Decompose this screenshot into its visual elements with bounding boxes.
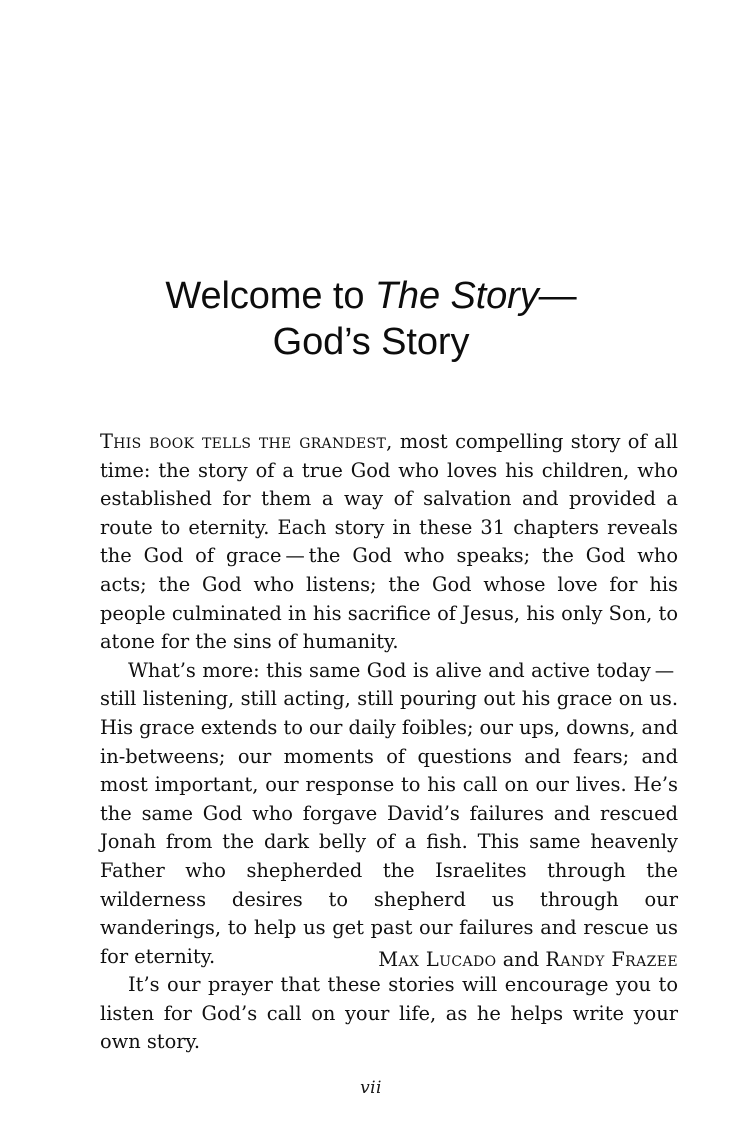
signature-conjunction: and [496, 948, 546, 971]
signature-line [100, 946, 678, 975]
paragraph-2: What’s more: this same God is alive and active today — still listening, still acting, still pouring out his grace on us. His grace extends to our daily foibles; our ups, downs, and in-betweens; our moments of questions and fears; and most important, our response to his call on our lives. He’s the same God who forgave David’s failures and rescued Jonah from the dark belly of a fish. This same heavenly Father who shepherded the Israelites through the wilderness desires to shepherd us through our wanderings, to help us get past our failures and rescue us for eternity. [100, 658, 678, 968]
paragraph-3: It’s our prayer that these stories will encourage you to listen for God’s call on your life, as he helps write your own story. [100, 973, 678, 1054]
author-name-randy-frazee: Randy Frazee [545, 948, 678, 971]
page-title-line-1 [0, 273, 742, 319]
paragraph-1-rest: most compelling story of all time: the story of a true God who loves his children, who established for them a way of salvation and provided a route to eternity. Each story in these 31 chapters reveals the God of grace — the God who speaks; the God who acts; the God who listens; the God whose love for his people culminated in his sacrifice of Jesus, his only Son, to atone for the sins of humanity. [100, 430, 678, 654]
page-title-italic-the-story: The Story [374, 275, 539, 318]
page-title [0, 273, 742, 365]
drop-smallcaps-opening: This book tells the grandest, [100, 430, 393, 453]
paragraph-1 [100, 428, 678, 657]
page-title-em-dash: — [538, 275, 577, 318]
page-title-text-before-italic: Welcome to [165, 275, 375, 318]
page-title-line-2: God’s Story [272, 321, 470, 364]
author-name-max-lucado: Max Lucado [378, 948, 497, 971]
page-number: vii [360, 1078, 382, 1098]
